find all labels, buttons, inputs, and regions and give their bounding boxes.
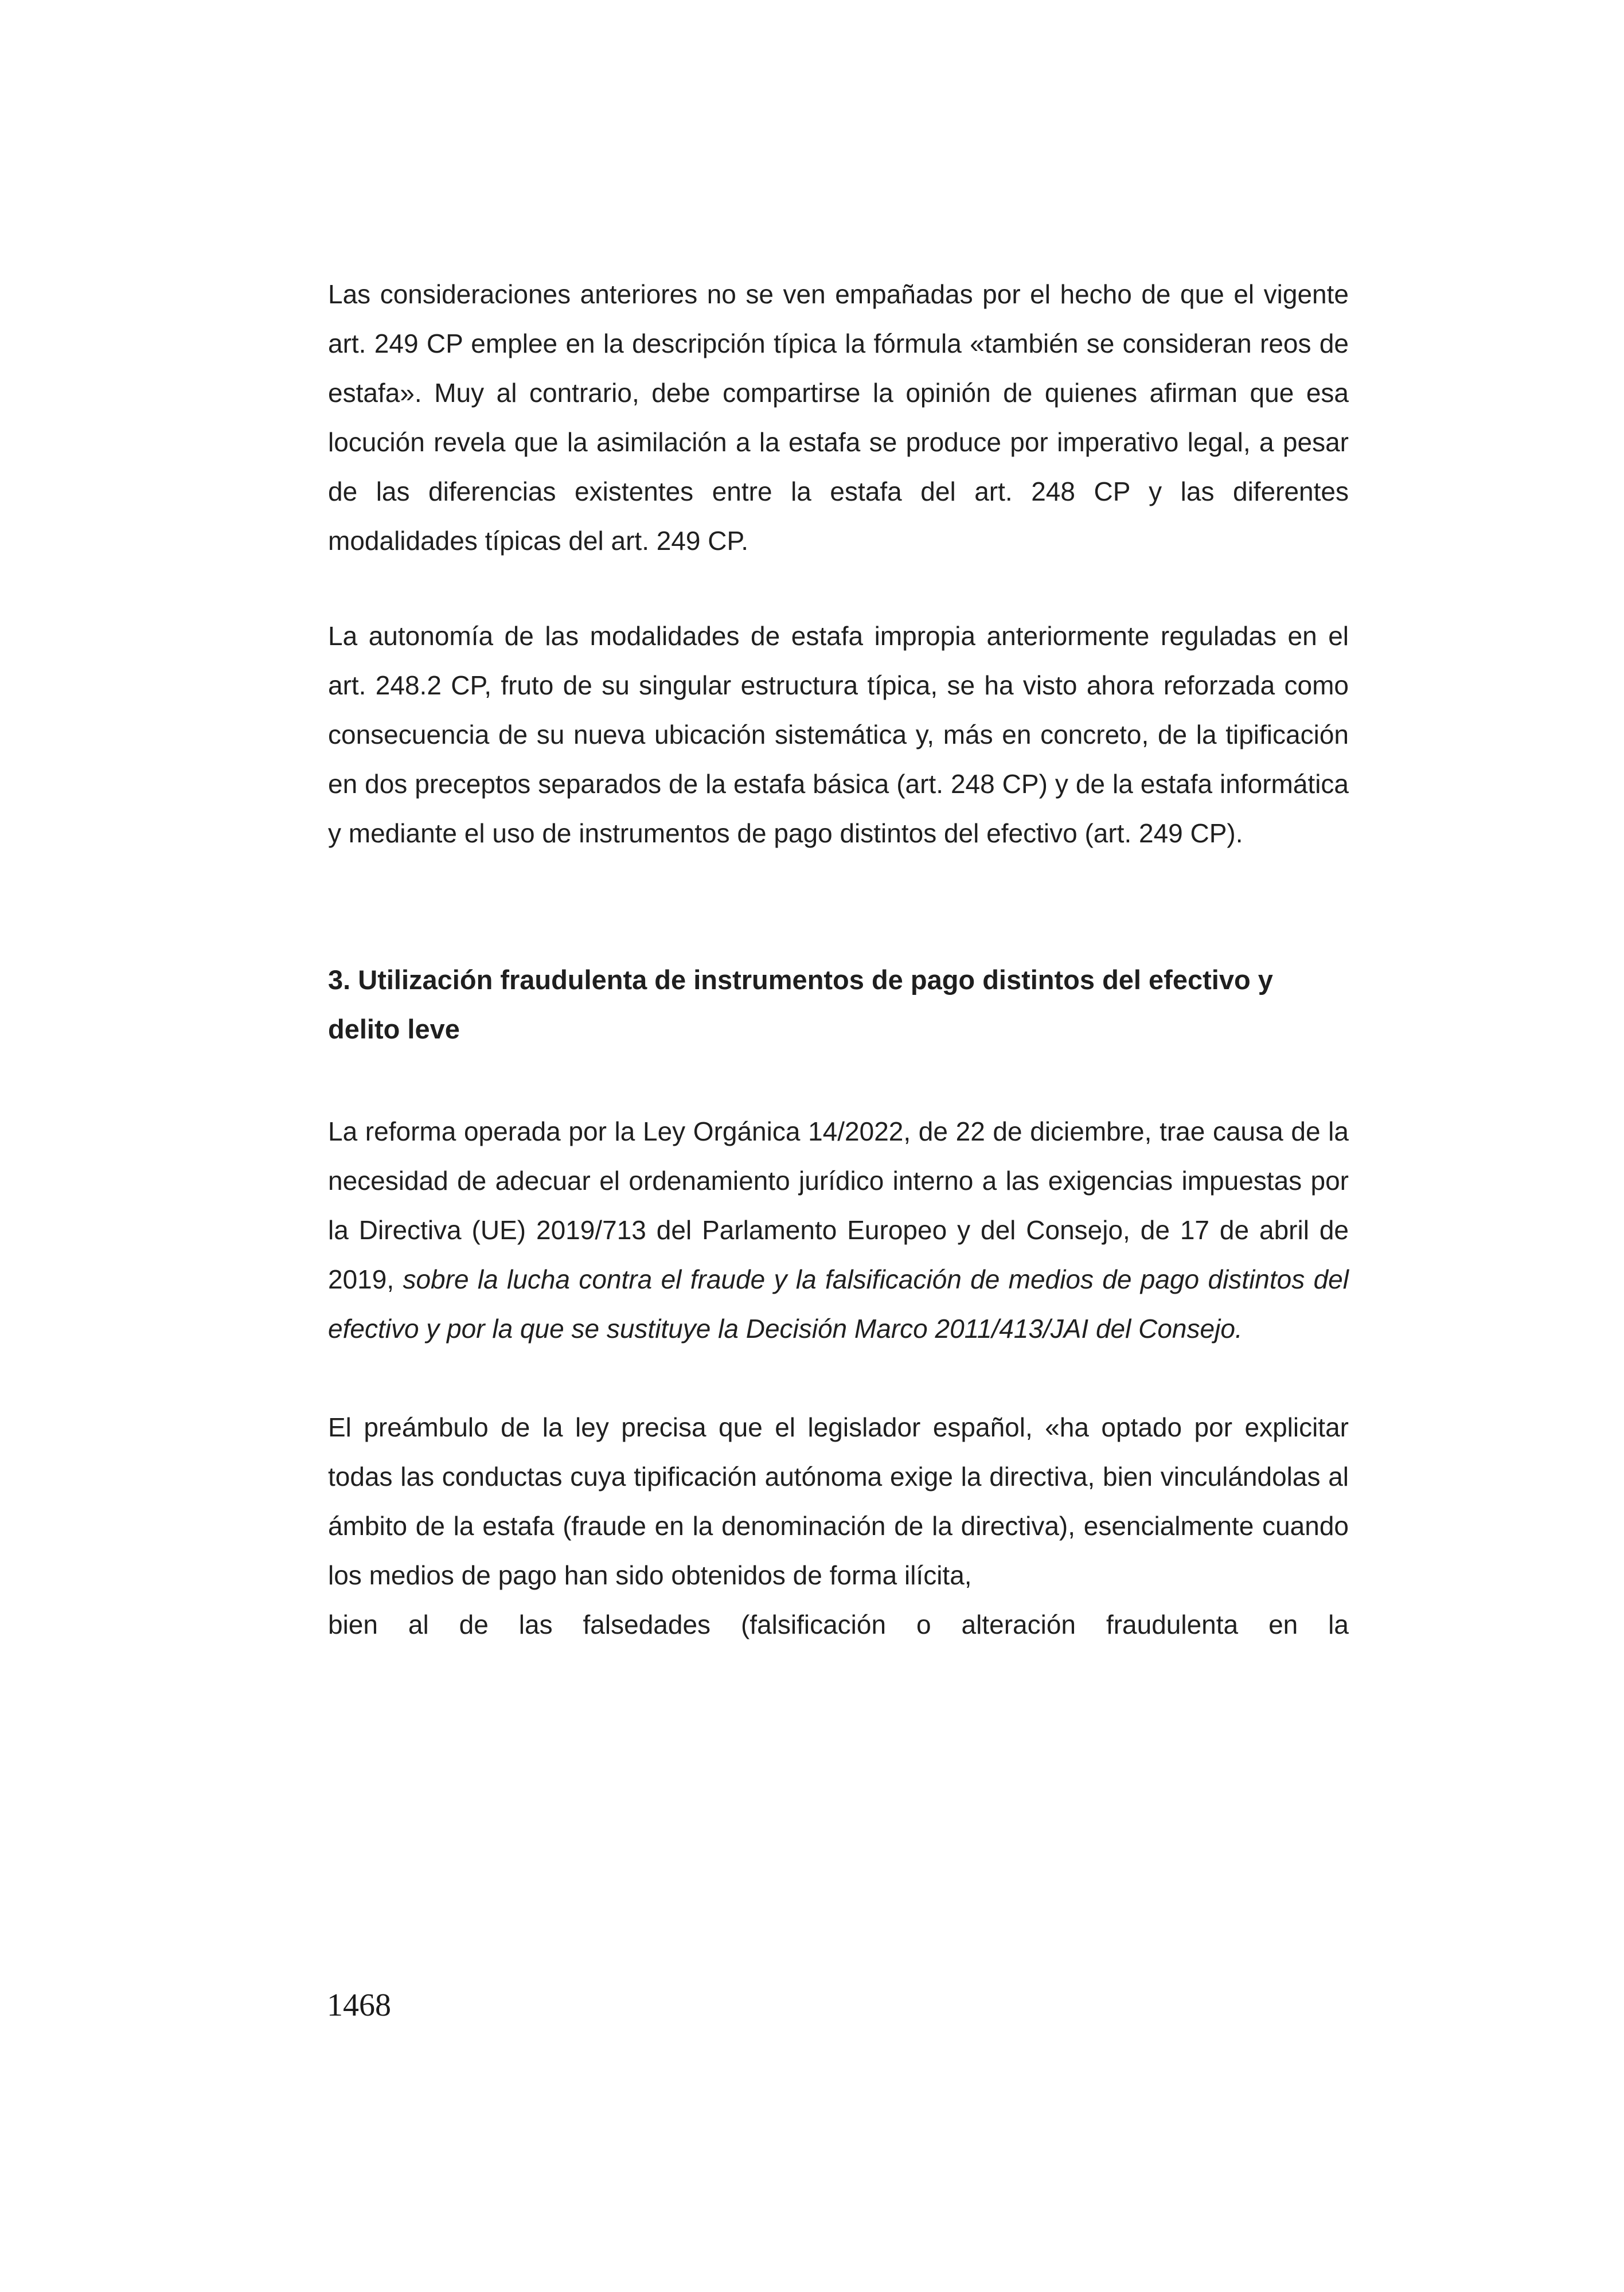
section-heading: 3. Utilización fraudulenta de instrumentos de pago distintos del efectivo y delito leve — [328, 965, 1273, 1044]
document-body — [328, 270, 1349, 1649]
paragraph-last-line: bien al de las falsedades (falsificación o alteración fraudulenta en la — [328, 1610, 1349, 1639]
paragraph — [328, 1403, 1349, 1649]
paragraph — [328, 1107, 1349, 1353]
paragraph-text: La reforma operada por la Ley Orgánica 14/2022, de 22 de diciembre, trae causa de la necesidad de adecuar el ordenamiento jurídico interno a las exigencias impuestas por la Directiva (UE) 2019/713 del Parlamento Europeo y del Consejo, de 17 de abril de 2019, — [328, 1116, 1349, 1294]
page-number: 1468 — [327, 1988, 391, 2023]
paragraph: Las consideraciones anteriores no se ven empañadas por el hecho de que el vigente art. 249 CP emplee en la descripción típica la fórmula «también se consideran reos de estafa». Muy al contrario, debe compartirse la opinión de quienes afirman que esa locución revela que la asimilación a la estafa se produce por imperativo legal, a pesar de las diferencias existentes entre la estafa del art. 248 CP y las diferentes modalidades típicas del art. 249 CP. — [328, 279, 1349, 556]
paragraph: La autonomía de las modalidades de estafa impropia anteriormente reguladas en el art. 248.2 CP, fruto de su singular estructura típica, se ha visto ahora reforzada como consecuencia de su nueva ubicación sistemática y, más en concreto, de la tipificación en dos preceptos separados de la estafa básica (art. 248 CP) y de la estafa informática y mediante el uso de instrumentos de pago distintos del efectivo (art. 249 CP). — [328, 621, 1349, 848]
paragraph-text: El preámbulo de la ley precisa que el legislador español, «ha optado por explicitar todas las conductas cuya tipificación autónoma exige la directiva, bien vinculándolas al ámbito de la estafa (fraude en la denominación de la directiva), esencialmente cuando los medios de pago han sido obtenidos de forma ilícita, — [328, 1412, 1349, 1590]
directive-title: sobre la lucha contra el fraude y la falsificación de medios de pago distintos del efectivo y por la que se sustituye la Decisión Marco 2011/413/JAI del Consejo. — [328, 1264, 1349, 1344]
